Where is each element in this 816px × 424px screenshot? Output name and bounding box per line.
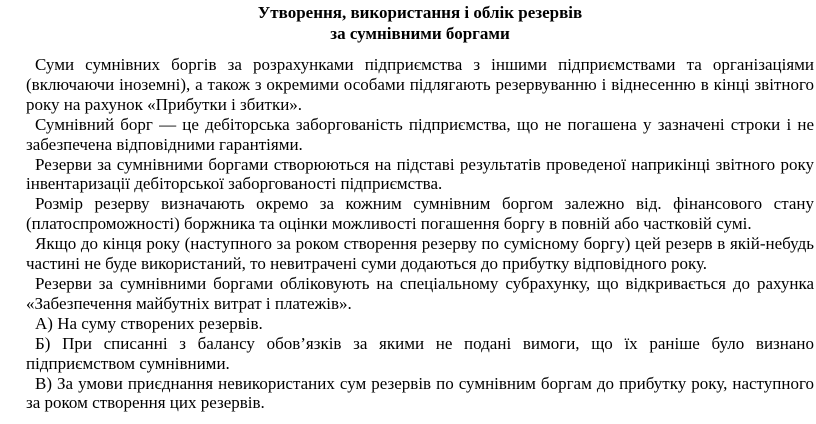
paragraph-item-b: Б) При списанні з балансу обов’язків за якими не подані вимоги, що їх раніше було визнано підприємством сумнівними. (26, 333, 814, 373)
document-title (26, 0, 814, 44)
title-line-1: Утворення, використання і облік резервів (257, 3, 583, 22)
paragraph-item-a: А) На суму створених резервів. (35, 313, 263, 333)
document-body (26, 55, 814, 413)
paragraph-unused-reserve: Якщо до кінця року (наступного за роком створення резерву по сумісному боргу) цей резерв в якій-небудь частині не буде використаний, то невитрачені суми додаються до прибутку відповідного року. (26, 234, 814, 274)
paragraph-reserve-amount: Розмір резерву визначають окремо за кожним сумнівним боргом залежно від. фінансового стану (платоспроможності) боржника та оцінки можливості погашення боргу в повній або частковій сумі. (26, 194, 814, 234)
paragraph-doubtful-debt-definition: Сумнівний борг — це дебіторська заборгованість підприємства, що не погашена у зазначені строки і не забезпечена відповідними гарантіями. (26, 114, 814, 154)
document-page (26, 0, 814, 413)
paragraph-doubtful-debt-sums: Суми сумнівних боргів за розрахунками підприємства з іншими підприємствами та організаціями (включаючи іноземні), а також з окремими особами підлягають резервуванню і віднесенню в кінці звітного року на рахунок «Прибутки і збитки». (26, 55, 814, 114)
paragraph-reserve-creation: Резерви за сумнівними боргами створюються на підставі результатів проведеної наприкінці звітного року інвентаризації дебіторської заборгованості підприємства. (26, 154, 814, 194)
paragraph-item-c: В) За умови приєднання невикористаних сум резервів по сумнівним боргам до прибутку року, наступного за роком створення цих резервів. (26, 373, 814, 413)
paragraph-reserve-accounting: Резерви за сумнівними боргами обліковують на спеціальному субрахунку, що відкривається до рахунка «Забезпечення майбутніх витрат і платежів». (26, 273, 814, 313)
title-line-2: за сумнівними боргами (330, 24, 510, 43)
